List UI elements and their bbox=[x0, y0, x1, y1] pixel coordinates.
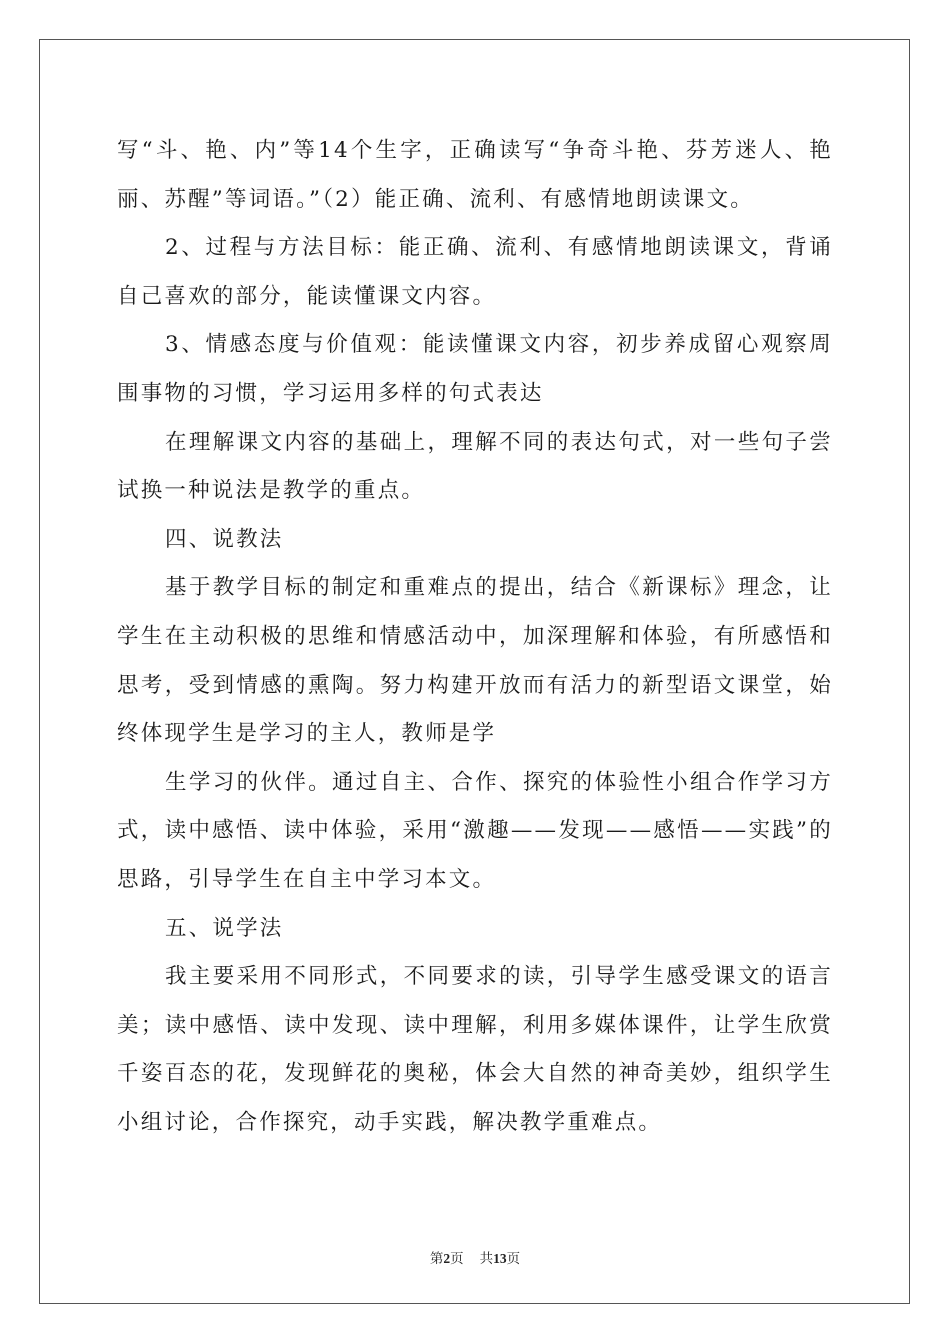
document-body bbox=[117, 127, 833, 1147]
total-suffix: 页 bbox=[506, 1251, 521, 1267]
total-prefix: 共 bbox=[479, 1251, 494, 1267]
page-suffix: 页 bbox=[450, 1251, 464, 1267]
paragraph: 3、情感态度与价值观：能读懂课文内容，初步养成留心观察周围事物的习惯，学习运用多样的句式表达 bbox=[117, 332, 833, 406]
page-prefix: 第 bbox=[429, 1251, 444, 1267]
paragraph: 在理解课文内容的基础上，理解不同的表达句式，对一些句子尝试换一种说法是教学的重点。 bbox=[117, 429, 833, 504]
page-footer bbox=[0, 1247, 950, 1267]
paragraph: 生学习的伙伴。通过自主、合作、探究的体验性小组合作学习方式，读中感悟、读中体验，采用“激趣——发现——感悟——实践”的思路，引导学生在自主中学习本文。 bbox=[117, 769, 833, 892]
page-number: 2 bbox=[443, 1251, 451, 1266]
section-heading: 四、说教法 bbox=[165, 526, 284, 552]
section-heading: 五、说学法 bbox=[165, 915, 284, 941]
paragraph: 基于教学目标的制定和重难点的提出，结合《新课标》理念，让学生在主动积极的思维和情感活动中，加深理解和体验，有所感悟和思考，受到情感的熏陶。努力构建开放而有活力的新型语文课堂，始终体现学生是学习的主人，教师是学 bbox=[117, 575, 833, 747]
paragraph: 我主要采用不同形式，不同要求的读，引导学生感受课文的语言美；读中感悟、读中发现、读中理解，利用多媒体课件，让学生欣赏千姿百态的花，发现鲜花的奥秘，体会大自然的神奇美妙，组织学生小组讨论，合作探究，动手实践，解决教学重难点。 bbox=[117, 964, 833, 1135]
paragraph: 写“斗、艳、内”等14个生字，正确读写“争奇斗艳、芬芳迷人、艳丽、苏醒”等词语。”（2）能正确、流利、有感情地朗读课文。 bbox=[117, 138, 833, 212]
total-pages: 13 bbox=[493, 1251, 507, 1266]
paragraph: 2、过程与方法目标：能正确、流利、有感情地朗读课文，背诵自己喜欢的部分，能读懂课文内容。 bbox=[117, 235, 833, 309]
